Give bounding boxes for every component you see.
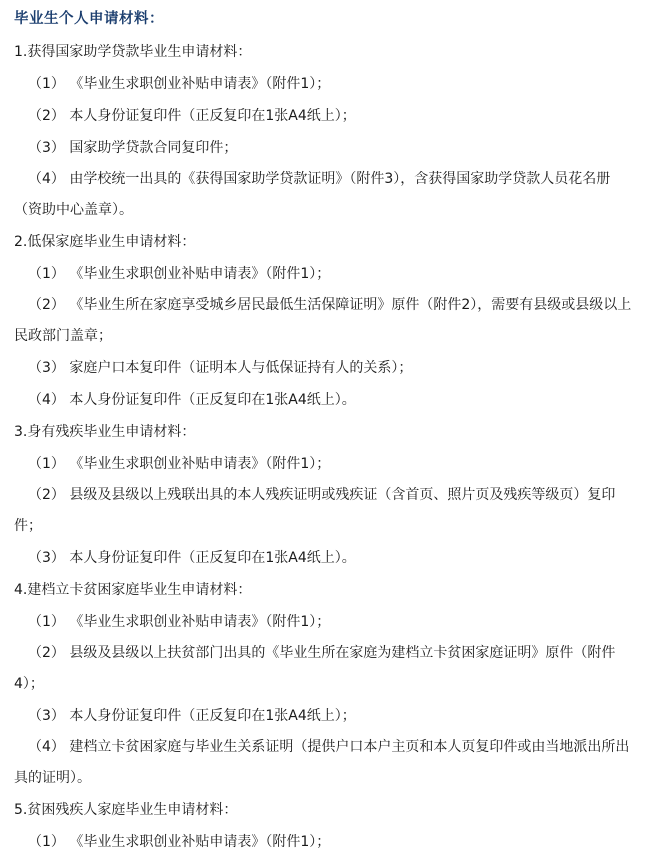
section-heading: 1.获得国家助学贷款毕业生申请材料： <box>14 44 252 60</box>
section-heading: 2.低保家庭毕业生申请材料： <box>14 234 196 250</box>
list-item: （1） 《毕业生求职创业补贴申请表》（附件1）； <box>28 456 331 472</box>
list-item: （2） 县级及县级以上扶贫部门出具的《毕业生所在家庭为建档立卡贫困家庭证明》原件（附件4）； <box>14 645 616 692</box>
list-item: （1） 《毕业生求职创业补贴申请表》（附件1）； <box>28 76 331 92</box>
section-heading: 5.贫困残疾人家庭毕业生申请材料： <box>14 802 238 818</box>
page-title: 毕业生个人申请材料： <box>14 11 164 27</box>
list-item: （1） 《毕业生求职创业补贴申请表》（附件1）； <box>28 834 331 850</box>
list-item: （3） 本人身份证复印件（正反复印在1张A4纸上）； <box>28 708 356 724</box>
list-item: （3） 国家助学贷款合同复印件； <box>28 140 238 156</box>
section-heading: 4.建档立卡贫困家庭毕业生申请材料： <box>14 582 252 598</box>
list-item: （2） 县级及县级以上残联出具的本人残疾证明或残疾证（含首页、照片页及残疾等级页）复印件； <box>14 487 616 534</box>
list-item: （1） 《毕业生求职创业补贴申请表》（附件1）； <box>28 614 331 630</box>
list-item: （4） 由学校统一出具的《获得国家助学贷款证明》（附件3），含获得国家助学贷款人员花名册（资助中心盖章）。 <box>14 171 611 218</box>
list-item: （3） 家庭户口本复印件（证明本人与低保证持有人的关系）； <box>28 360 413 376</box>
list-item: （1） 《毕业生求职创业补贴申请表》（附件1）； <box>28 266 331 282</box>
section-heading: 3.身有残疾毕业生申请材料： <box>14 424 196 440</box>
list-item: （2） 《毕业生所在家庭享受城乡居民最低生活保障证明》原件（附件2），需要有县级或县级以上民政部门盖章； <box>14 297 632 344</box>
list-item: （4） 本人身份证复印件（正反复印在1张A4纸上）。 <box>28 392 356 408</box>
list-item: （3） 本人身份证复印件（正反复印在1张A4纸上）。 <box>28 550 356 566</box>
list-item: （4） 建档立卡贫困家庭与毕业生关系证明（提供户口本户主页和本人页复印件或由当地派出所出具的证明）。 <box>14 739 630 786</box>
list-item: （2） 本人身份证复印件（正反复印在1张A4纸上）； <box>28 108 356 124</box>
